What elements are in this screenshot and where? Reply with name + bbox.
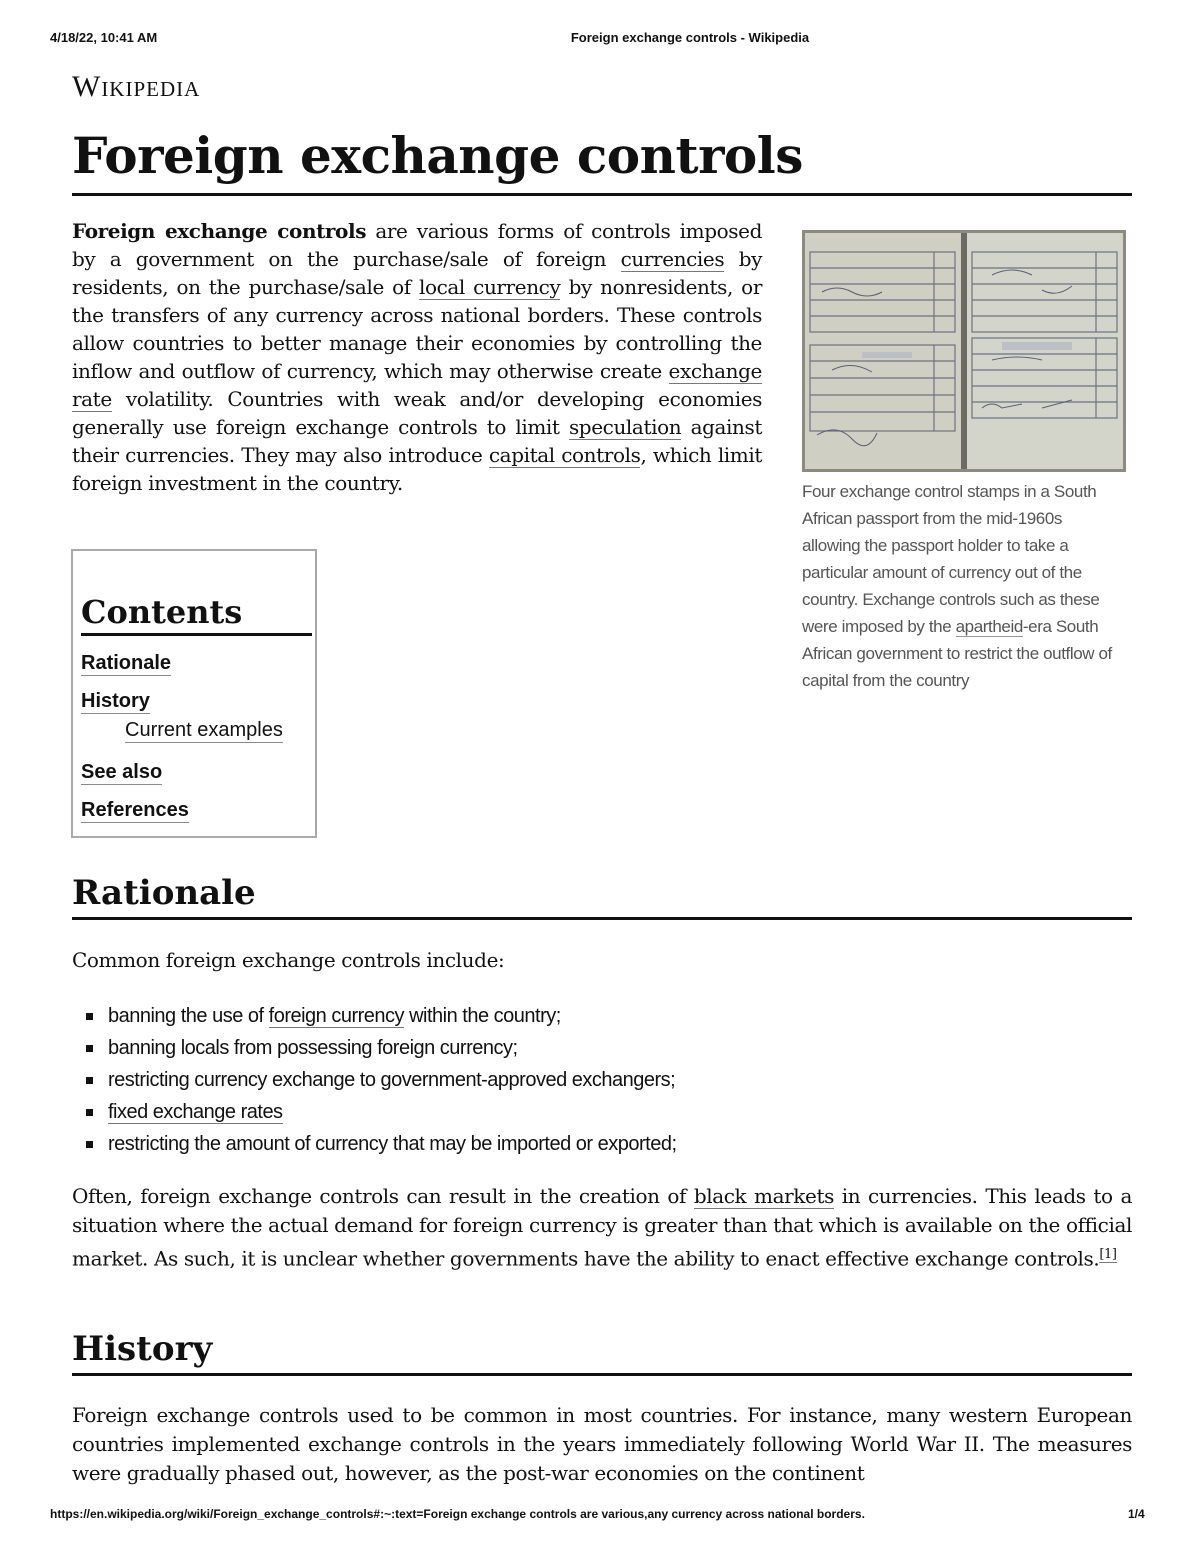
caption-text: -era South African government to restrict the outflow of capital from the country bbox=[802, 617, 1112, 690]
infobox-figure bbox=[802, 230, 1126, 694]
toc-item-history[interactable]: History bbox=[81, 690, 150, 712]
link-speculation[interactable]: speculation bbox=[568, 415, 682, 439]
link-local-currency[interactable]: local currency bbox=[418, 275, 561, 299]
toc-item-see-also[interactable]: See also bbox=[81, 761, 163, 783]
link-black-markets[interactable]: black markets bbox=[693, 1184, 834, 1208]
list-item bbox=[84, 1000, 677, 1032]
list-item: restricting currency exchange to government-approved exchangers; bbox=[84, 1064, 677, 1096]
list-text: within the country; bbox=[404, 1005, 561, 1027]
link-capital-controls[interactable]: capital controls bbox=[488, 443, 641, 467]
bold-term: Foreign exchange controls bbox=[72, 219, 367, 243]
section-heading-history: History bbox=[72, 1329, 1132, 1376]
intro-text: against their currencies. They may also introduce bbox=[72, 415, 762, 467]
intro-text: are various forms of controls imposed by a government on the purchase/sale of foreign bbox=[72, 219, 762, 271]
intro-text: by residents, on the purchase/sale of bbox=[72, 247, 763, 299]
caption-text: Four exchange control stamps in a South African passport from the mid-1960s allowing the passport holder to take a particular amount of currency out of the country. Exchange controls such as these were imposed by the bbox=[802, 482, 1100, 636]
intro-paragraph bbox=[72, 217, 762, 497]
list-item bbox=[84, 1096, 677, 1128]
toc-item-references[interactable]: References bbox=[81, 799, 189, 821]
link-currencies[interactable]: currencies bbox=[620, 247, 725, 271]
link-foreign-currency[interactable]: foreign currency bbox=[268, 1005, 405, 1027]
wikipedia-wordmark[interactable]: Wikipedia bbox=[72, 70, 201, 103]
list-item: restricting the amount of currency that may be imported or exported; bbox=[84, 1128, 677, 1160]
intro-text: , which limit foreign investment in the country. bbox=[72, 443, 763, 495]
toc-item-current-examples[interactable]: Current examples bbox=[125, 719, 283, 741]
rationale-lead: Common foreign exchange controls include: bbox=[72, 948, 505, 972]
intro-text: by nonresidents, or the transfers of any currency across national borders. These controls allow countries to better manage their economies by controlling the inflow and outflow of currency, which may otherwise create bbox=[72, 275, 762, 383]
section-heading-rationale: Rationale bbox=[72, 873, 1132, 920]
list-text: banning the use of bbox=[108, 1005, 269, 1027]
toc-item-rationale[interactable]: Rationale bbox=[81, 652, 172, 674]
toc-title: Contents bbox=[81, 593, 312, 636]
table-of-contents bbox=[71, 549, 317, 838]
controls-list bbox=[84, 1000, 677, 1160]
intro-text: volatility. Countries with weak and/or developing economies generally use foreign exchange controls to limit bbox=[72, 387, 762, 439]
history-paragraph: Foreign exchange controls used to be common in most countries. For instance, many western European countries implemented exchange controls in the years immediately following World War II. The measures were gradually phased out, however, as the post-war economies on the continent bbox=[72, 1403, 1132, 1485]
rationale-paragraph bbox=[72, 1182, 1132, 1274]
para-text: Often, foreign exchange controls can result in the creation of bbox=[72, 1184, 694, 1208]
link-fixed-exchange-rates[interactable]: fixed exchange rates bbox=[108, 1101, 283, 1123]
print-url: https://en.wikipedia.org/wiki/Foreign_exchange_controls#:~:text=Foreign exchange controls are various,any currency across national borders. bbox=[50, 1507, 865, 1521]
link-apartheid[interactable]: apartheid bbox=[955, 617, 1023, 636]
print-page-title: Foreign exchange controls - Wikipedia bbox=[570, 30, 810, 45]
para-text: in currencies. This leads to a situation where the actual demand for foreign currency is greater than that which is available on the official market. As such, it is unclear whether governments have the ability to enact effective exchange controls. bbox=[72, 1184, 1133, 1271]
passport-stamps-image[interactable] bbox=[802, 230, 1126, 472]
figure-caption bbox=[802, 478, 1122, 694]
link-exchange-rate[interactable]: exchange rate bbox=[72, 359, 762, 411]
article-title: Foreign exchange controls bbox=[72, 126, 1132, 196]
reference-1-link[interactable]: [1] bbox=[1099, 1247, 1117, 1262]
print-datetime: 4/18/22, 10:41 AM bbox=[50, 30, 158, 45]
list-item: banning locals from possessing foreign currency; bbox=[84, 1032, 677, 1064]
print-page-number: 1/4 bbox=[1128, 1507, 1145, 1521]
